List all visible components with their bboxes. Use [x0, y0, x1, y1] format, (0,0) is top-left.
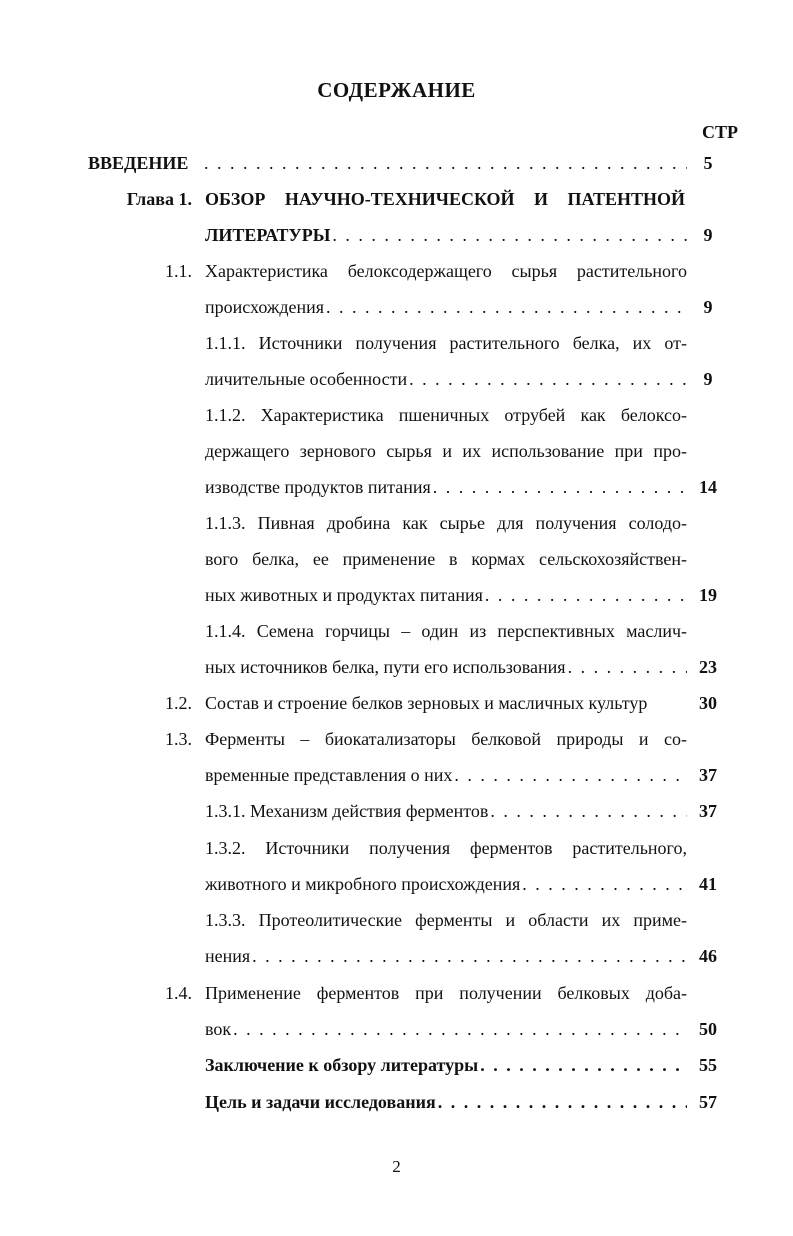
toc-entry-text-line: 1.1.2. Характеристика пшеничных отрубей как белоксо- — [205, 405, 687, 425]
toc-entry-text: нения — [205, 946, 251, 966]
toc-entry-text-line: 1.3.3. Протеолитические ферменты и области их приме- — [205, 910, 687, 930]
toc-entry-text: ЛИТЕРАТУРЫ — [205, 225, 331, 245]
toc-entry-text: происхождения — [205, 297, 325, 317]
toc-entry-text: Состав и строение белков зерновых и масличных культур — [205, 693, 648, 713]
toc-entry-text-line: держащего зернового сырья и их использование при про- — [205, 441, 687, 461]
toc-entry-number: 1.1. — [165, 261, 192, 281]
toc-entry-text: изводстве продуктов питания — [205, 477, 431, 497]
toc-entry-text-line: 1.1.4. Семена горчицы – один из перспективных маслич- — [205, 621, 687, 641]
toc-entry-number: 1.2. — [165, 693, 192, 713]
toc-entry-text: ных животных и продуктах питания — [205, 585, 483, 605]
toc-entry-text-line: 1.3.2. Источники получения ферментов растительного, — [205, 838, 687, 858]
toc-entry-text: личительные особенности — [205, 369, 408, 389]
page-footer-number: 2 — [392, 1157, 401, 1176]
toc-entry-text: ных источников белка, пути его использования — [205, 657, 566, 677]
toc-entry-text: животного и микробного происхождения — [205, 874, 521, 894]
toc-page-number: 37 — [699, 801, 717, 821]
toc-entry-last-line — [205, 941, 687, 971]
toc-entry-number: Глава 1. — [126, 189, 192, 209]
toc-entry-text-line: Характеристика белоксодержащего сырья растительного — [205, 261, 687, 281]
toc-page-number: 30 — [699, 693, 717, 713]
toc-page-number: 55 — [699, 1055, 717, 1075]
toc-entry-last-line — [205, 1087, 687, 1117]
toc-entry-last-line — [205, 796, 687, 826]
toc-page-number: 46 — [699, 946, 717, 966]
toc-entry-last-line — [205, 580, 687, 610]
toc-page-number: 14 — [699, 477, 717, 497]
toc-entry-text-line: Ферменты – биокатализаторы белковой природы и со- — [205, 729, 687, 749]
toc-page-number: 9 — [703, 297, 713, 317]
toc-entry-text: Заключение к обзору литературы — [205, 1055, 479, 1075]
toc-page-number: 19 — [699, 585, 717, 605]
toc-leader — [202, 148, 687, 178]
toc-entry-last-line — [205, 472, 687, 502]
toc-entry-text-line: Применение ферментов при получении белковых доба- — [205, 983, 687, 1003]
toc-page-number: 41 — [699, 874, 717, 894]
toc-entry-last-line — [205, 869, 687, 899]
toc-entry-text: вок — [205, 1019, 232, 1039]
toc-page-number: 23 — [699, 657, 717, 677]
toc-entry-last-line — [205, 364, 687, 394]
toc-entry-text-line: вого белка, ее применение в кормах сельскохозяйствен- — [205, 549, 687, 569]
toc-entry-last-line — [205, 1014, 687, 1044]
toc-entry-last-line — [205, 1050, 687, 1080]
toc-entry-number: 1.4. — [165, 983, 192, 1003]
toc-entry-last-line — [205, 220, 687, 250]
toc-entry-last-line — [205, 760, 687, 790]
page-column-label: СТР — [702, 122, 738, 142]
toc-page-number: 9 — [703, 369, 713, 389]
page-title: СОДЕРЖАНИЕ — [317, 78, 476, 102]
toc-entry-text-line: 1.1.1. Источники получения растительного белка, их от- — [205, 333, 687, 353]
toc-entry-last-line — [205, 292, 687, 322]
toc-entry-text: 1.3.1. Механизм действия ферментов — [205, 801, 489, 821]
toc-entry-text-line: 1.1.3. Пивная дробина как сырье для получения солодо- — [205, 513, 687, 533]
toc-page-number: 37 — [699, 765, 717, 785]
toc-entry-last-line — [205, 652, 687, 682]
toc-page-number: 57 — [699, 1092, 717, 1112]
toc-page-number: 50 — [699, 1019, 717, 1039]
toc-entry-text-line: ОБЗОР НАУЧНО-ТЕХНИЧЕСКОЙ И ПАТЕНТНОЙ — [205, 189, 685, 209]
toc-entry-text: временные представления о них — [205, 765, 453, 785]
toc-entry-label: ВВЕДЕНИЕ — [88, 153, 189, 173]
toc-entry-number: 1.3. — [165, 729, 192, 749]
toc-page-number: 9 — [703, 225, 713, 245]
toc-page-number: 5 — [703, 153, 713, 173]
toc-entry-text: Цель и задачи исследования — [205, 1092, 436, 1112]
